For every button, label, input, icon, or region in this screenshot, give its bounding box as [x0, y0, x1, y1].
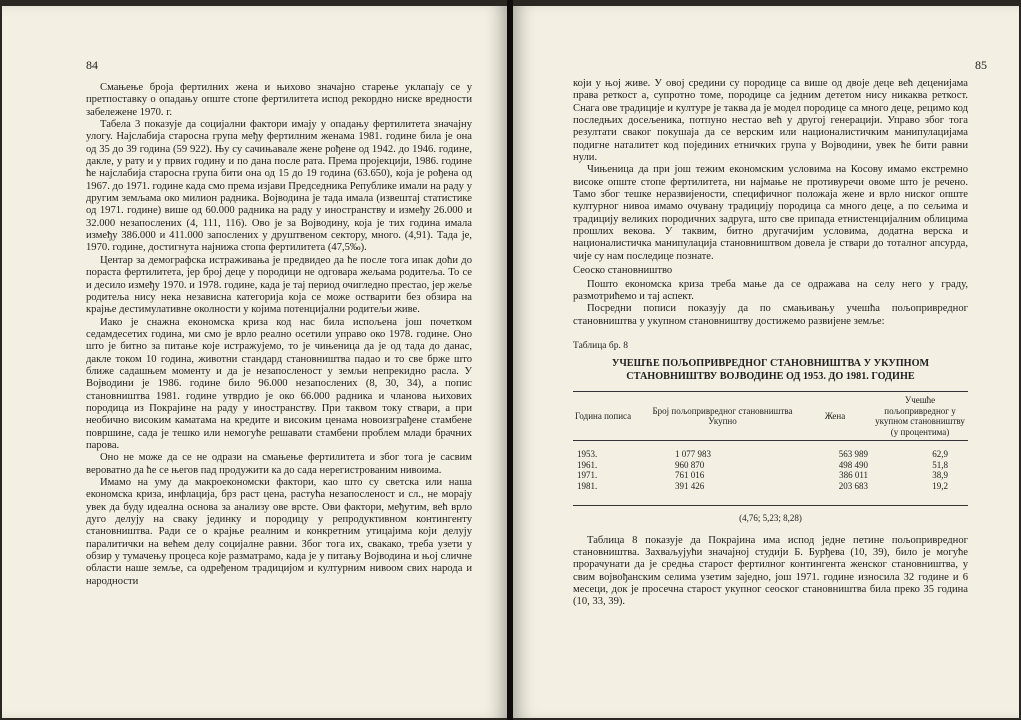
- header-year: Година пописа: [573, 392, 647, 441]
- section-title: Сеоско становништво: [573, 265, 673, 277]
- page-number: 84: [86, 58, 98, 72]
- cell-share: 62,9: [932, 449, 948, 460]
- cell-total: 960 870: [675, 459, 705, 470]
- table-row: [573, 441, 968, 460]
- paragraph: Посредни пописи показују да по смањивању учешћа пољопривредног становништва у укупном становништву достижемо развијене земље:: [573, 303, 968, 327]
- cell-share: 19,2: [872, 481, 968, 506]
- cell-share: 51,8: [932, 459, 948, 470]
- paragraph: Оно не може да се не одрази на смањење фертилитета и због тога је сасвим вероватно да ће се његов пад продужити ка до сада нерегистрованим нивоима.: [86, 452, 472, 476]
- paragraph: Таблица 8 показује да Покрајина има испод једне петине пољопривредног становништва. Захваљујући значајној студији Б. Бурђева (10, 39), било је могуће прорачунати да је средња старост фертилног контингента женског становништва, у свим војвођанским селима узетим заједно, још 1971. године износила 32 године и 6 месеци, док је просечна старост укупног сеоског становништва била преко 35 година (10, 33, 39).: [573, 534, 968, 608]
- cell-year: 1953.: [577, 449, 598, 460]
- table-label: Таблица бр. 8: [573, 340, 628, 351]
- paragraph: који у њој живе. У овој средини су породице са више од двоје деце већ деценијама права реткост а, супротно томе, породице са једним дететом нису никаква реткост. Снага ове традиције и културе је таква да је модел породице са много деце, рецимо код последњих досељеника, потпуно нестао већ у другој генерацији. Управо због тога резултати сваког покушаја да се верским или националистичким манипулацијама подигне наталитет код појединих етничких група у Војводини, увек ће бити равни нули.: [573, 78, 968, 164]
- paragraph: Иако је снажна економска криза код нас била испољена још почетком седамдесетих година, ми смо је врло реално осетили управо око 1978. године. Оно што је битно за питање које истражујемо, то је чињеница да је од тада до данас, дакле током 10 година, животни стандард становништва падао и то све брже што ближе садашњем моменту и да је незапосленост у земљи непрекидно расла. У Војводини је 1986. године било 96.000 незапослених (8, 30, 34), а попис становништва 1981. године утврдио је око 66.000 радника и чланова њихових породица из Покрајине на раду у иностранству. При таквом току ствари, а при необично високим каматама на кредите и високим ценама новоизграђене стамбене површине, сада је тешко или немогуће решавати стамбени проблем млади брачних парова.: [86, 316, 472, 451]
- cell-total: 761 016: [675, 470, 705, 481]
- page-number: 85: [975, 58, 987, 72]
- paragraph: Пошто економска криза треба мање да се одражава на селу него у граду, размотрићемо и тај аспект.: [573, 278, 968, 302]
- cell-year: 1981.: [573, 481, 647, 506]
- header-women: Жена: [798, 392, 872, 441]
- cell-women: 498 490: [838, 459, 868, 470]
- table-header-row: [573, 392, 968, 441]
- table-row: [573, 481, 968, 506]
- right-page: [513, 6, 1019, 718]
- header-total: Број пољопривредног становништва Укупно: [647, 392, 798, 441]
- paragraph: Чињеница да при још тежим економским условима на Косову имамо екстремно високе опште стопе фертилитета, ни најмање не противуречи овоме што је речено. Тамо због тешке неразвијености, специфичног положаја жене и врло ниског опште културног нивоа имамо очувану традицију породица са много деце, а по сељима и традицију великих породичних задруга, што све припада етнистенцијалним облицима прошлих векова. У таквим, битно другачијим условима, додатна верска и националистичка манипулација становништвом довела је ствари до тоталног апсурда, чије су нам последице познате.: [573, 164, 968, 262]
- paragraph: Имамо на уму да макроекономски фактори, као што су светска или наша економска криза, инфлација, брз раст цена, растућа незапосленост и сл., не морају увек да буду идеална основа за анализу ове врсте. Ови фактори, међутим, већ врло дуго делују на сваку јединку и породицу у репродуктивном контингенту становништва. Ради се о крајње реалним и конкретним утицајима који делују паралитички на већем делу социјалне равни. Због тога их, свакако, треба узети у обзир у тумачењу процеса које разматрамо, када је у питању Војводина и њој сличне области наше земље, са одређеном традицијом и културним нивоом свих народа и народности: [86, 477, 472, 587]
- body-text: [573, 78, 968, 609]
- paragraph: Центар за демографска истраживања је предвидео да ће после тога ипак доћи до пораста фертилитета, јер број деце у породици не одговара жељама родитеља. То се и десило између 1970. и 1978. године, када је тај период очигледно престао, јер жеље родитеља нису нека независна категорија која се може остварити без обзира на крајње дестимулативне околности у којима потенцијални родитељи живе.: [86, 254, 472, 316]
- paragraph: Табела 3 показује да социјални фактори имају у опадању фертилитета значајну улогу. Најслабија старосна група међу фертилним женама 1981. године била је она од 35 до 39 година (59 922). Њу су сачињавале жене рођене од 1942. до 1946. године, дакле, у рату и у првих годину и по дана после рата. Према пројекцији, 1986. године ће најслабија старосна група бити она од 15 до 19 година (63.650), која је рођена од 1967. до 1971. године када смо према изјави Председника Републике имали на раду у другим земљама око милион радника. Војводина је тада имала (извештај статистике од 1971. године) више од 60.000 радника на раду у иностранству и између 26.000 и 32.000 незапослених (4, 111, 116). Ово је за Војводину, која је тих година имала између 386.000 и 411.000 запослених у друштвеном сектору, много. (4,91). Тада је, 1970. године, достигнута најнижа стопа фертилитета (47,5‰).: [86, 119, 472, 254]
- cell-year: 1961.: [577, 459, 598, 470]
- cell-total: 391 426: [647, 481, 798, 506]
- header-share: Учешће пољопривредног у укупном становништву (у процентима): [872, 392, 968, 441]
- table-source-note: (4,76; 5,23; 8,28): [739, 513, 802, 524]
- cell-share: 38,9: [932, 470, 948, 481]
- table-title: УЧЕШЋЕ ПОЉОПРИВРЕДНОГ СТАНОВНИШТВА У УКУПНОМ СТАНОВНИШТВУ ВОЈВОДИНЕ ОД 1953. ДО 1981. ГОДИНЕ: [611, 358, 930, 382]
- table-row: [573, 460, 968, 471]
- cell-year: 1971.: [577, 470, 598, 481]
- population-table: [573, 391, 968, 506]
- body-text: [86, 82, 472, 588]
- cell-women: 386 011: [839, 470, 868, 481]
- cell-women: 203 683: [798, 481, 872, 506]
- table-row: [573, 470, 968, 481]
- cell-total: 1 077 983: [675, 449, 711, 460]
- cell-women: 563 989: [838, 449, 868, 460]
- left-page: [2, 6, 507, 718]
- paragraph: Смањење броја фертилних жена и њихово значајно старење уклапају се у претпоставку о опадању опште стопе фертилитета испод рекордно ниске вредности забележене 1970. г.: [86, 82, 472, 118]
